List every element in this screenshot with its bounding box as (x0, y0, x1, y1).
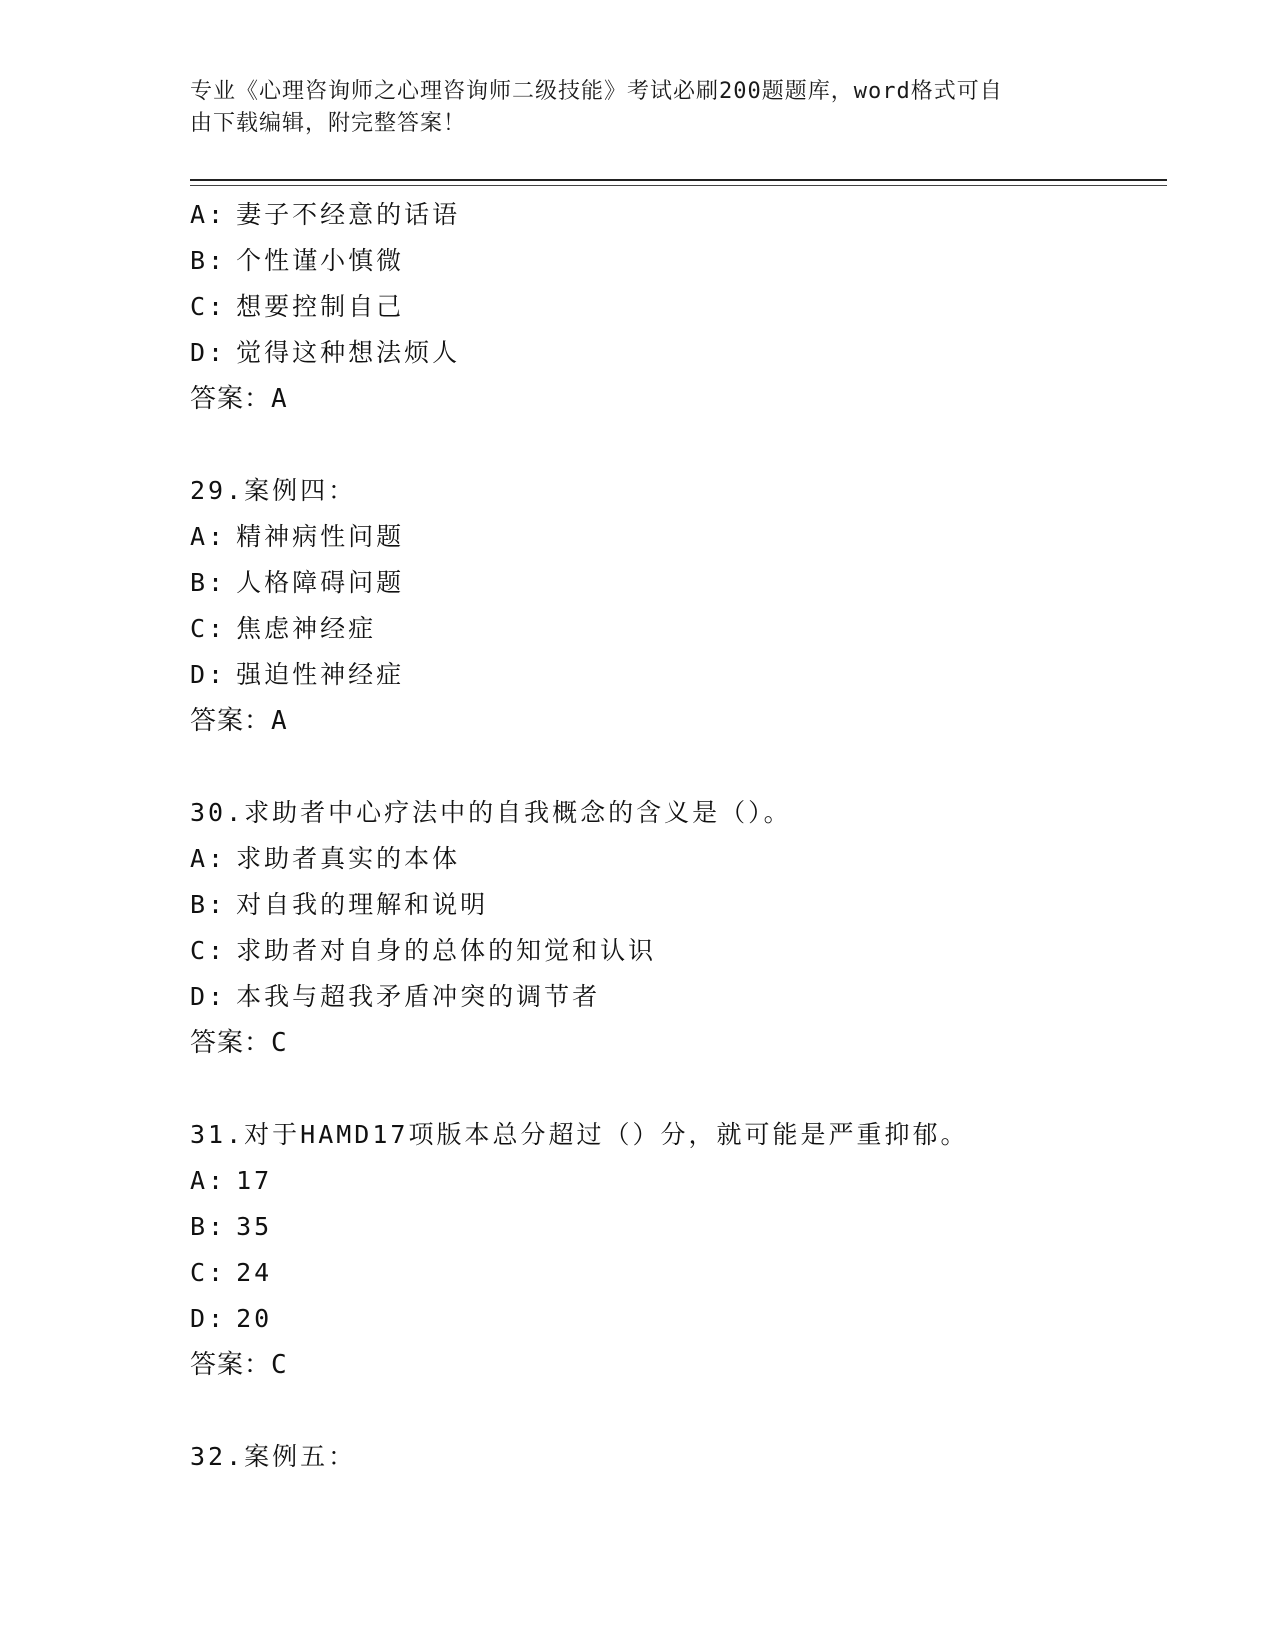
option-d: D: 20 (190, 1304, 273, 1333)
question-text: 30.求助者中心疗法中的自我概念的含义是（）。 (190, 798, 792, 827)
question-block-30 (190, 790, 1170, 1066)
spacer (190, 744, 1170, 790)
option-a: A: 17 (190, 1166, 273, 1195)
question-block-32 (190, 1434, 1170, 1480)
header-line-1: 专业《心理咨询师之心理咨询师二级技能》考试必刷200题题库，word格式可自 (190, 79, 1003, 104)
option-d: D: 强迫性神经症 (190, 660, 405, 689)
answer-line: 答案：A (190, 706, 288, 736)
option-c: C: 焦虑神经症 (190, 614, 377, 643)
document-header (190, 76, 1090, 140)
question-text: 32.案例五： (190, 1442, 357, 1471)
option-c: C: 想要控制自己 (190, 292, 405, 321)
option-a: A: 妻子不经意的话语 (190, 200, 461, 229)
option-a: A: 精神病性问题 (190, 522, 405, 551)
header-line-2: 由下载编辑，附完整答案！ (190, 111, 467, 136)
header-rule-thin (190, 185, 1167, 186)
question-text: 31.对于HAMD17项版本总分超过（）分，就可能是严重抑郁。 (190, 1120, 969, 1149)
header-rule-thick (190, 179, 1167, 181)
option-a: A: 求助者真实的本体 (190, 844, 461, 873)
question-list (190, 192, 1170, 1480)
question-text: 29.案例四： (190, 476, 357, 505)
answer-line: 答案：C (190, 1028, 288, 1058)
spacer (190, 422, 1170, 468)
question-block-28 (190, 192, 1170, 422)
answer-line: 答案：A (190, 384, 288, 414)
option-c: C: 24 (190, 1258, 273, 1287)
option-d: D: 本我与超我矛盾冲突的调节者 (190, 982, 601, 1011)
question-block-31 (190, 1112, 1170, 1388)
question-block-29 (190, 468, 1170, 744)
option-b: B: 个性谨小慎微 (190, 246, 405, 275)
option-b: B: 35 (190, 1212, 273, 1241)
spacer (190, 1066, 1170, 1112)
spacer (190, 1388, 1170, 1434)
option-d: D: 觉得这种想法烦人 (190, 338, 461, 367)
option-c: C: 求助者对自身的总体的知觉和认识 (190, 936, 657, 965)
answer-line: 答案：C (190, 1350, 288, 1380)
option-b: B: 人格障碍问题 (190, 568, 405, 597)
option-b: B: 对自我的理解和说明 (190, 890, 489, 919)
